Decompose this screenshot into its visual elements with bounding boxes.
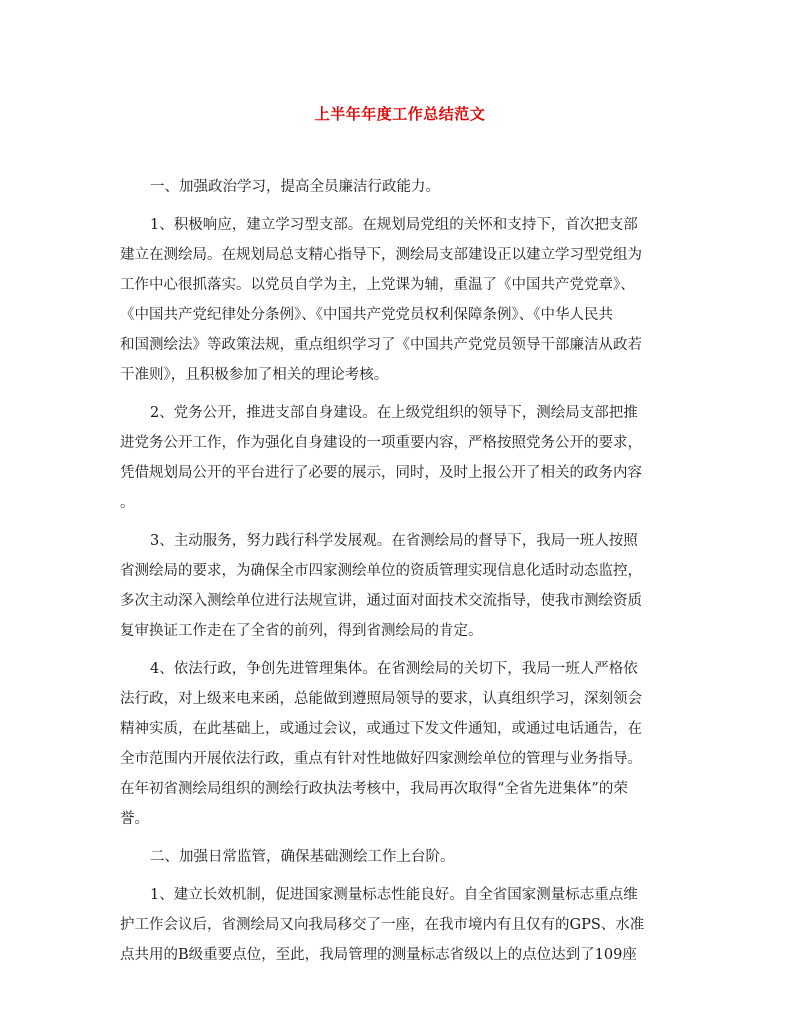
paragraph-line: 1、建立长效机制，促进国家测量标志性能良好。自全省国家测量标志重点维 [150,887,638,903]
paragraph-line: 点共用的B级重要点位，至此，我局管理的测量标志省级以上的点位达到了109座 [120,947,637,963]
paragraph-line: 干准则》，且积极参加了相关的理论考核。 [120,367,389,383]
paragraph-line: 2、党务公开，推进支部自身建设。在上级党组织的领导下，测绘局支部把推 [150,405,638,421]
paragraph-1 [120,210,690,390]
paragraph-line: 《中国共产党纪律处分条例》、《中国共产党党员权利保障条例》、《中华人民共 [120,307,613,323]
paragraph-line: 凭借规划局公开的平台进行了必要的展示，同时，及时上报公开了相关的政务内容 [120,465,642,481]
section-heading-2: 二、加强日常监管，确保基础测绘工作上台阶。 [150,849,455,865]
paragraph-4 [120,654,690,834]
paragraph-line: 多次主动深入测绘单位进行法规宣讲，通过面对面技术交流指导，使我市测绘资质 [120,593,642,609]
paragraph-line: 在年初省测绘局组织的测绘行政执法考核中，我局再次取得“全省先进集体”的荣 [120,781,628,797]
paragraph-2 [120,398,690,518]
paragraph-6 [120,880,690,970]
paragraph-line: 誉。 [120,811,149,827]
section-heading-1: 一、加强政治学习，提高全员廉洁行政能力。 [150,179,440,195]
paragraph-line: 复审换证工作走在了全省的前列，得到省测绘局的肯定。 [120,623,483,639]
paragraph-line: 。 [120,495,135,511]
paragraph-line: 工作中心很抓落实。以党员自学为主，上党课为辅，重温了《中国共产党党章》、 [120,277,635,293]
paragraph-line: 护工作会议后，省测绘局又向我局移交了一座，在我市境内有且仅有的GPS、水准 [120,917,645,933]
paragraph-line: 1、积极响应，建立学习型支部。在规划局党组的关怀和支持下，首次把支部 [150,217,638,233]
paragraph-line: 4、依法行政，争创先进管理集体。在省测绘局的关切下，我局一班人严格依 [150,661,638,677]
paragraph-line: 进党务公开工作，作为强化自身建设的一项重要内容，严格按照党务公开的要求， [120,435,642,451]
paragraph-line: 全市范围内开展依法行政，重点有针对性地做好四家测绘单位的管理与业务指导。 [120,751,642,767]
paragraph-line: 法行政，对上级来电来函，总能做到遵照局领导的要求，认真组织学习，深刻领会 [120,691,642,707]
document-title: 上半年年度工作总结范文 [314,105,486,123]
paragraph-line: 3、主动服务，努力践行科学发展观。在省测绘局的督导下，我局一班人按照 [150,533,638,549]
paragraph-line: 省测绘局的要求，为确保全市四家测绘单位的资质管理实现信息化适时动态监控， [120,563,642,579]
paragraph-3 [120,526,690,646]
paragraph-line: 和国测绘法》等政策法规，重点组织学习了《中国共产党党员领导干部廉洁从政若 [120,337,642,353]
document-body [120,172,690,970]
paragraph-line: 建立在测绘局。在规划局总支精心指导下，测绘局支部建设正以建立学习型党组为 [120,247,642,263]
paragraph-line: 精神实质，在此基础上，或通过会议，或通过下发文件通知，或通过电话通告，在 [120,721,642,737]
